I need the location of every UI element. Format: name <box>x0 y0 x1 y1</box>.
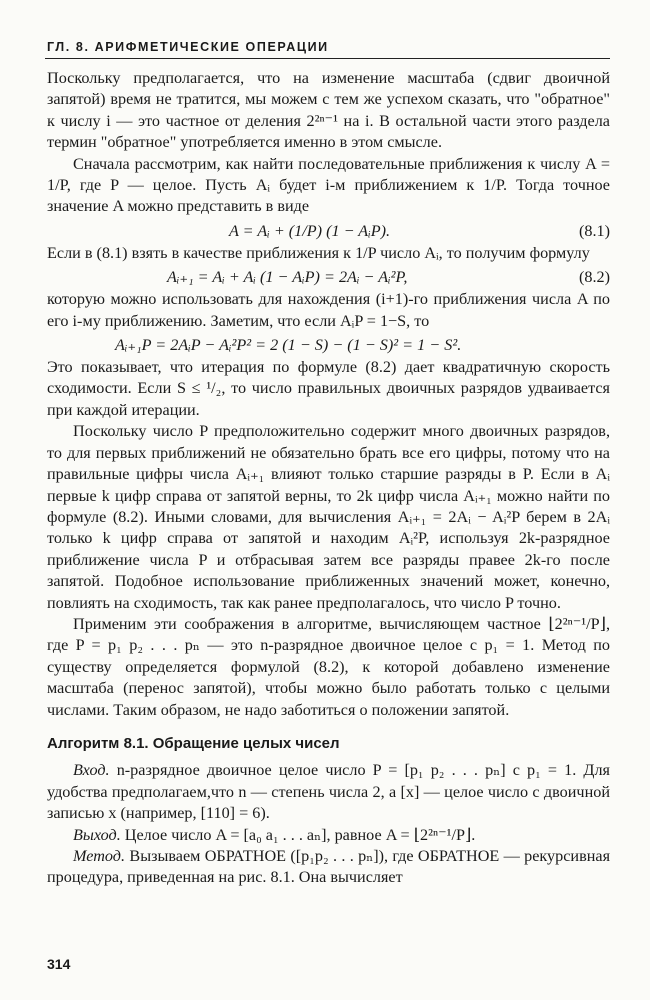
body-text <box>47 68 610 889</box>
formula-8-2-number: (8.2) <box>578 268 610 287</box>
algorithm-method-label: Метод. <box>73 847 126 865</box>
paragraph-5: Это показывает, что итерация по формуле (8.2) дает квадратичную скорость сходимости. Если S ≤ ¹/₂, то число правильных двоичных разрядов удваивается при каждой итерации. <box>47 358 610 419</box>
algorithm-title: Алгоритм 8.1. Обращение целых чисел <box>47 734 340 752</box>
paragraph-1: Поскольку предполагается, что на изменение масштаба (сдвиг двоичной запятой) время не тратится, мы можем с тем же успехом сказать, что "обратное" к числу i — это частное от деления 2²ⁿ⁻¹ на i. В остальной части этого раздела термин "обратное" употребляется именно в этом смысле. <box>47 69 610 152</box>
algorithm-input-label: Вход. <box>73 761 110 780</box>
page-number: 314 <box>47 956 71 972</box>
formula-8-1-expression: A = Aᵢ + (1/P) (1 − AᵢP). <box>229 221 391 240</box>
algorithm-input-text: n-разрядное двоичное целое число P = [p₁ p₂ . . . pₙ] с p₁ = 1. Для удобства предполагаем,что n — степень числа 2, а [x] — целое число с двоичной записью x (например, [110] = 6). <box>47 761 610 823</box>
formula-8-1 <box>47 221 610 243</box>
algorithm-output-text: Целое число A = [a₀ a₁ . . . aₙ], равное A = ⌊2²ⁿ⁻¹/P⌋. <box>124 825 476 844</box>
algorithm-method <box>47 846 610 889</box>
paragraph-7: Применим эти соображения в алгоритме, вычисляющем частное ⌊2²ⁿ⁻¹/P⌋, где P = p₁ p₂ . . . pₙ — это n-разрядное двоичное целое с p₁ = 1. Метод по существу определяется формулой (8.2), к которой добавлено изменение масштаба (перенос запятой), чтобы можно было работать только с целыми числами. Таким образом, не надо заботиться о положении запятой. <box>47 614 610 719</box>
paragraph-4: которую можно использовать для нахождения (i+1)-го приближения числа A по его i-му приближению. Заметим, что если AᵢP = 1−S, то <box>47 290 610 330</box>
formula-8-2 <box>47 267 610 289</box>
formula-8-2-expression: Aᵢ₊₁ = Aᵢ + Aᵢ (1 − AᵢP) = 2Aᵢ − Aᵢ²P, <box>167 268 408 287</box>
formula-iteration-expression: Aᵢ₊₁P = 2AᵢP − Aᵢ²P² = 2 (1 − S) − (1 − S)² = 1 − S². <box>115 336 462 355</box>
algorithm-input <box>47 760 610 824</box>
paragraph-3: Если в (8.1) взять в качестве приближения к 1/P число Aᵢ, то получим формулу <box>47 243 590 262</box>
formula-iteration <box>47 335 610 357</box>
algorithm-output-label: Выход. <box>73 825 121 844</box>
algorithm-output <box>47 825 610 846</box>
paragraph-6: Поскольку число P предположительно содержит много двоичных разрядов, то для первых приближений не обязательно брать все его цифры, потому что на правильные цифры числа Aᵢ₊₁ влияют только старшие разряды в P. Если в Aᵢ первые k цифр справа от запятой верны, то 2k цифр числа Aᵢ₊₁ можно найти по формуле (8.2). Иными словами, для вычисления Aᵢ₊₁ = 2Aᵢ − Aᵢ²P берем в 2Aᵢ только k цифр справа от запятой и находим Aᵢ²P, используя 2k-разрядное приближение числа P и отбрасывая затем все разряды правее 2k-го после запятой. Подобное использование приближенных значений может, конечно, повлиять на сходимость, так как ранее предполагалось, что число P точно. <box>47 422 610 612</box>
running-header: ГЛ. 8. АРИФМЕТИЧЕСКИЕ ОПЕРАЦИИ <box>47 40 329 54</box>
formula-8-1-number: (8.1) <box>578 221 610 240</box>
algorithm-method-text: Вызываем ОБРАТНОЕ ([p₁p₂ . . . pₙ]), где ОБРАТНОЕ — рекурсивная процедура, приведенная на рис. 8.1. Она вычисляет <box>47 847 611 887</box>
paragraph-2: Сначала рассмотрим, как найти последовательные приближения к числу A = 1/P, где P — целое. Пусть Aᵢ будет i-м приближением к 1/P. Тогда точное значение A можно представить в виде <box>47 154 610 216</box>
header-rule <box>45 58 610 59</box>
